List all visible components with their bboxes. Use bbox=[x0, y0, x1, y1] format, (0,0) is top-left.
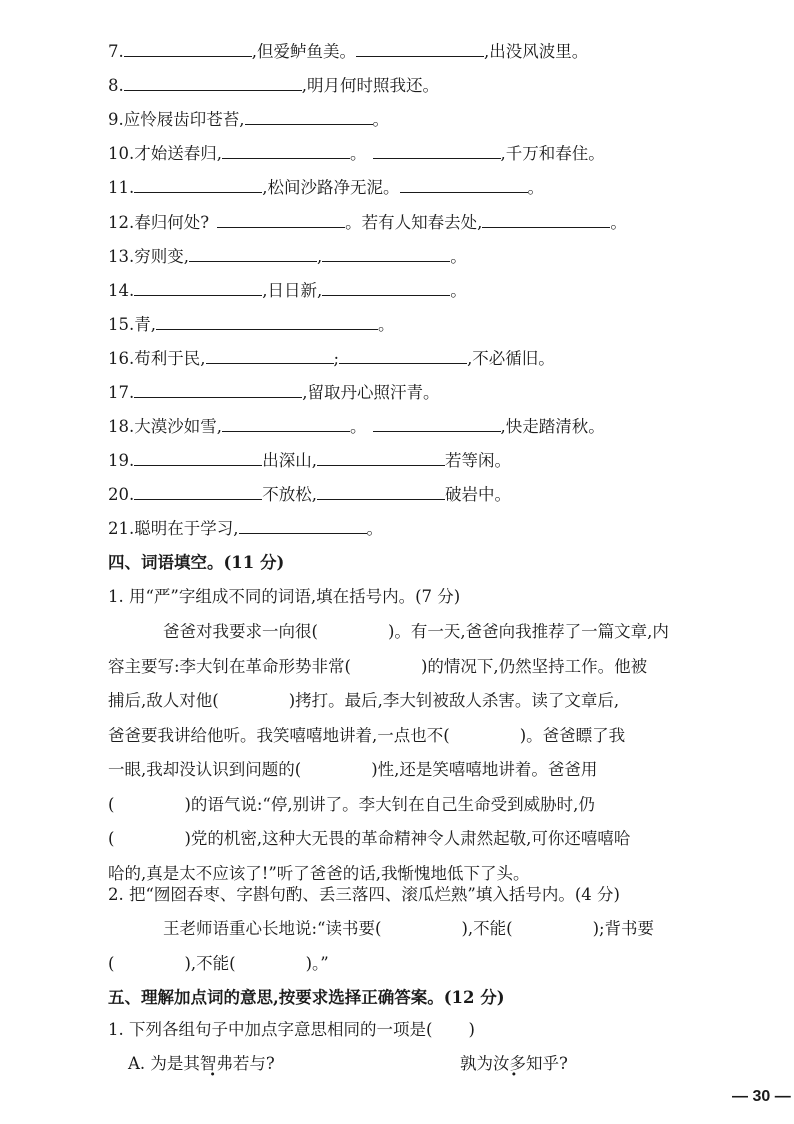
item-19: 19. 出深山, 若等闲。 bbox=[108, 451, 511, 470]
item-12: 12.春归何处? 。若有人知春去处, 。 bbox=[108, 213, 627, 232]
section-5-option-a: A. 为是其智弗若与? · bbox=[128, 1052, 275, 1076]
section-4-q1: 1. 用“严”字组成不同的词语,填在括号内。(7 分) bbox=[108, 587, 461, 606]
section-5-q1: 1. 下列各组句子中加点字意思相同的一项是( ) bbox=[108, 1020, 475, 1039]
item-14: 14. ,日日新, 。 bbox=[108, 281, 467, 300]
item-15: 15.青, 。 bbox=[108, 315, 395, 334]
section-5-option-a-second: 孰为汝多知乎? · bbox=[460, 1052, 568, 1076]
item-20: 20. 不放松, 破岩中。 bbox=[108, 485, 511, 504]
section-4-passage-1: 爸爸对我要求一向很( )。有一天,爸爸向我推荐了一篇文章,内 容主要写:李大钊在革命形势非常( )的情况下,仍然坚持工作。他被 捕后,敌人对他( )拷打。最后,李大钊被敌人杀害。读了文章后, 爸爸要我讲给他听。我笑嘻嘻地讲着,一点也不( )。爸爸瞟了我 一眼,我却没认识到问题的( )性,还是笑嘻嘻地讲着。爸爸用 ( )的语气说:“停,别讲了。李大钊在自己生命受到威胁时,仍 ( )党的机密,这种大无畏的革命精神令人肃然起敬,可你还嘻嘻哈 哈的,真是太不应该了!”听了爸爸的话,我惭愧地低下了头。 bbox=[108, 622, 669, 883]
page-number: — 30 — bbox=[732, 1088, 791, 1105]
item-17: 17. ,留取丹心照汗青。 bbox=[108, 383, 440, 402]
item-7: 7. ,但爱鲈鱼美。 ,出没风波里。 bbox=[108, 42, 589, 61]
section-5-title: 五、理解加点词的意思,按要求选择正确答案。(12 分) bbox=[108, 988, 505, 1007]
item-18: 18.大漠沙如雪, 。 ,快走踏清秋。 bbox=[108, 417, 605, 436]
section-4-q2: 2. 把“囫囵吞枣、字斟句酌、丢三落四、滚瓜烂熟”填入括号内。(4 分) bbox=[108, 885, 620, 904]
item-16: 16.苟利于民, ; ,不必循旧。 bbox=[108, 349, 555, 368]
section-4-title: 四、词语填空。(11 分) bbox=[108, 553, 285, 572]
item-21: 21.聪明在于学习, 。 bbox=[108, 519, 383, 538]
item-8: 8. ,明月何时照我还。 bbox=[108, 76, 439, 95]
item-10: 10.才始送春归, 。 ,千万和春住。 bbox=[108, 144, 605, 163]
item-13: 13.穷则变, , 。 bbox=[108, 247, 467, 266]
item-11: 11. ,松间沙路净无泥。 。 bbox=[108, 178, 544, 197]
item-9: 9.应怜屐齿印苍苔, 。 bbox=[108, 110, 389, 129]
section-4-passage-2: 王老师语重心长地说:“读书要( ),不能( );背书要 ( ),不能( )。” bbox=[108, 919, 655, 973]
